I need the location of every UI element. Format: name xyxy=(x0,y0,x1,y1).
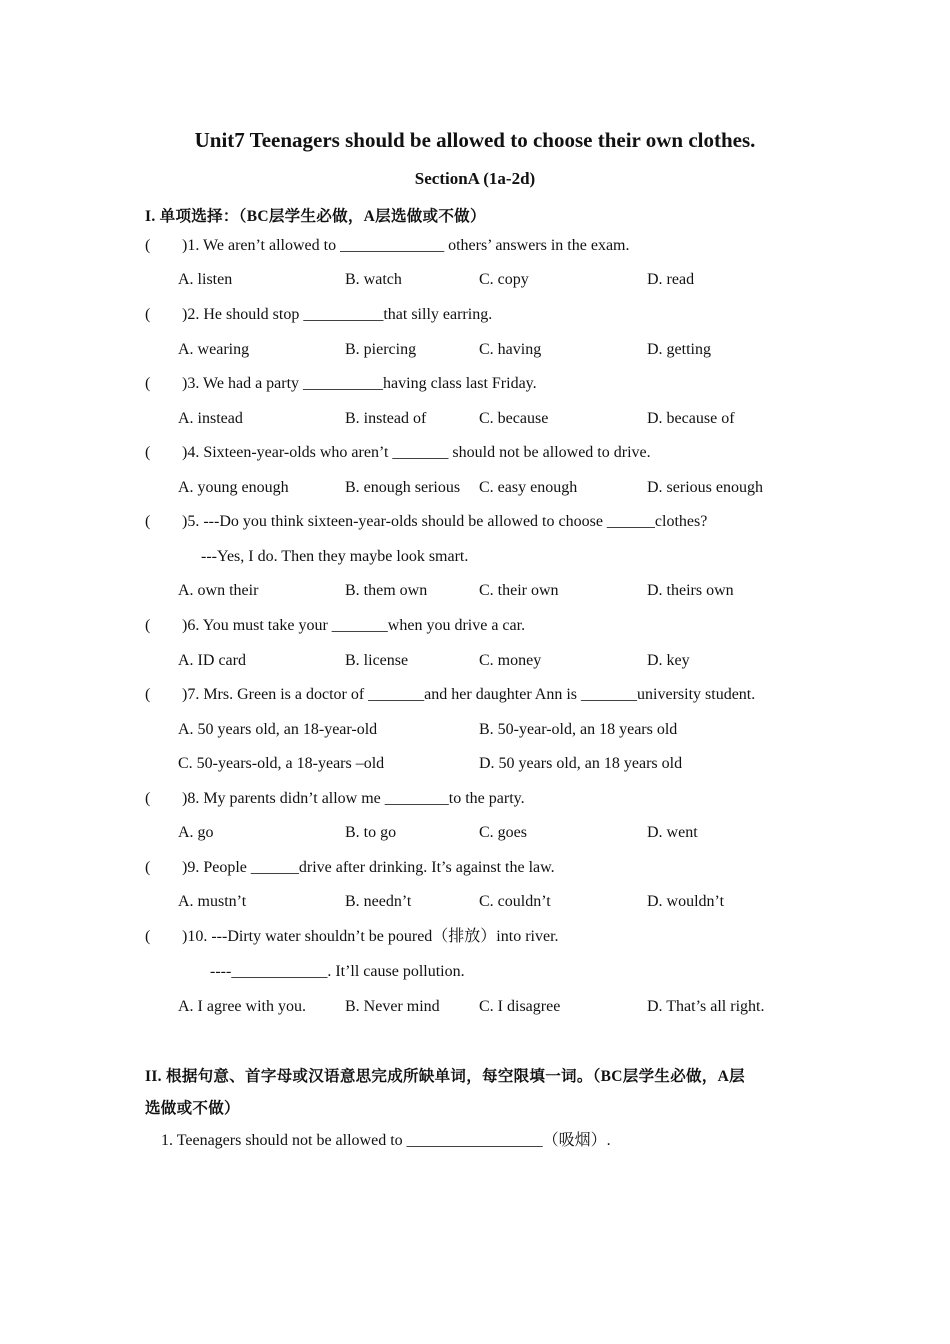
option-b: B. 50-year-old, an 18 years old xyxy=(479,721,678,738)
option-b: B. instead of xyxy=(345,410,427,427)
section-1-heading: I. 单项选择：（BC层学生必做，A层选做或不做） xyxy=(145,208,486,225)
question-2-text: )2. He should stop __________that silly earring. xyxy=(182,306,493,323)
option-c: C. money xyxy=(479,652,542,669)
option-d: D. theirs own xyxy=(647,582,734,599)
answer-paren: ( xyxy=(145,790,151,807)
answer-paren: ( xyxy=(145,928,151,945)
answer-paren: ( xyxy=(145,375,151,392)
option-d: D. went xyxy=(647,824,698,841)
option-d: D. because of xyxy=(647,410,735,427)
question-10-text: )10. ---Dirty water shouldn’t be poured（排放）into river. xyxy=(182,928,559,945)
option-d: D. serious enough xyxy=(647,479,763,496)
answer-paren: ( xyxy=(145,513,151,530)
answer-paren: ( xyxy=(145,237,151,254)
option-b: B. needn’t xyxy=(345,893,412,910)
option-d: D. getting xyxy=(647,341,711,358)
question-5-text: )5. ---Do you think sixteen-year-olds should be allowed to choose ______clothes? xyxy=(182,513,708,530)
option-b: B. piercing xyxy=(345,341,417,358)
answer-paren: ( xyxy=(145,617,151,634)
option-b: B. watch xyxy=(345,271,402,288)
section-2-heading: II. 根据句意、首字母或汉语意思完成所缺单词，每空限填一词。（BC层学生必做，A层 xyxy=(145,1068,745,1085)
option-c: C. goes xyxy=(479,824,527,841)
question-9-text: )9. People ______drive after drinking. It’s against the law. xyxy=(182,859,555,876)
option-c: C. easy enough xyxy=(479,479,578,496)
option-a: A. own their xyxy=(178,582,259,599)
option-a: A. 50 years old, an 18-year-old xyxy=(178,721,378,738)
option-b: B. enough serious xyxy=(345,479,461,496)
question-3-text: )3. We had a party __________having class last Friday. xyxy=(182,375,537,392)
option-a: A. listen xyxy=(178,271,233,288)
question-8-text: )8. My parents didn’t allow me ________to the party. xyxy=(182,790,525,807)
answer-paren: ( xyxy=(145,686,151,703)
option-c: C. because xyxy=(479,410,549,427)
option-c: C. copy xyxy=(479,271,529,288)
option-d: D. wouldn’t xyxy=(647,893,725,910)
option-a: A. instead xyxy=(178,410,243,427)
option-c: C. having xyxy=(479,341,542,358)
answer-paren: ( xyxy=(145,306,151,323)
answer-paren: ( xyxy=(145,859,151,876)
option-b: B. license xyxy=(345,652,409,669)
section-2-heading-cont: 选做或不做） xyxy=(145,1100,240,1117)
option-a: A. ID card xyxy=(178,652,246,669)
option-a: A. I agree with you. xyxy=(178,998,306,1015)
question-6-text: )6. You must take your _______when you drive a car. xyxy=(182,617,526,634)
option-d: D. key xyxy=(647,652,690,669)
question-1-text: )1. We aren’t allowed to _____________ others’ answers in the exam. xyxy=(182,237,630,254)
option-c: C. their own xyxy=(479,582,559,599)
question-10-reply: ----____________. It’ll cause pollution. xyxy=(210,963,465,980)
page-title: Unit7 Teenagers should be allowed to choose their own clothes. xyxy=(194,128,756,152)
question-4-text: )4. Sixteen-year-olds who aren’t _______ should not be allowed to drive. xyxy=(182,444,651,461)
option-d: D. read xyxy=(647,271,695,288)
option-b: B. them own xyxy=(345,582,428,599)
option-a: A. mustn’t xyxy=(178,893,247,910)
option-a: A. young enough xyxy=(178,479,289,496)
fill-in-item-1: 1. Teenagers should not be allowed to _________________（吸烟）. xyxy=(161,1132,611,1149)
answer-paren: ( xyxy=(145,444,151,461)
option-c: C. couldn’t xyxy=(479,893,551,910)
option-a: A. go xyxy=(178,824,214,841)
option-d: D. 50 years old, an 18 years old xyxy=(479,755,683,772)
option-a: A. wearing xyxy=(178,341,250,358)
option-c: C. 50-years-old, a 18-years –old xyxy=(178,755,385,772)
question-7-text: )7. Mrs. Green is a doctor of _______and her daughter Ann is _______university student. xyxy=(182,686,756,703)
option-d: D. That’s all right. xyxy=(647,998,765,1015)
option-b: B. to go xyxy=(345,824,397,841)
option-b: B. Never mind xyxy=(345,998,440,1015)
page-subtitle: SectionA (1a-2d) xyxy=(414,169,536,188)
option-c: C. I disagree xyxy=(479,998,561,1015)
question-5-reply: ---Yes, I do. Then they maybe look smart. xyxy=(201,548,469,565)
